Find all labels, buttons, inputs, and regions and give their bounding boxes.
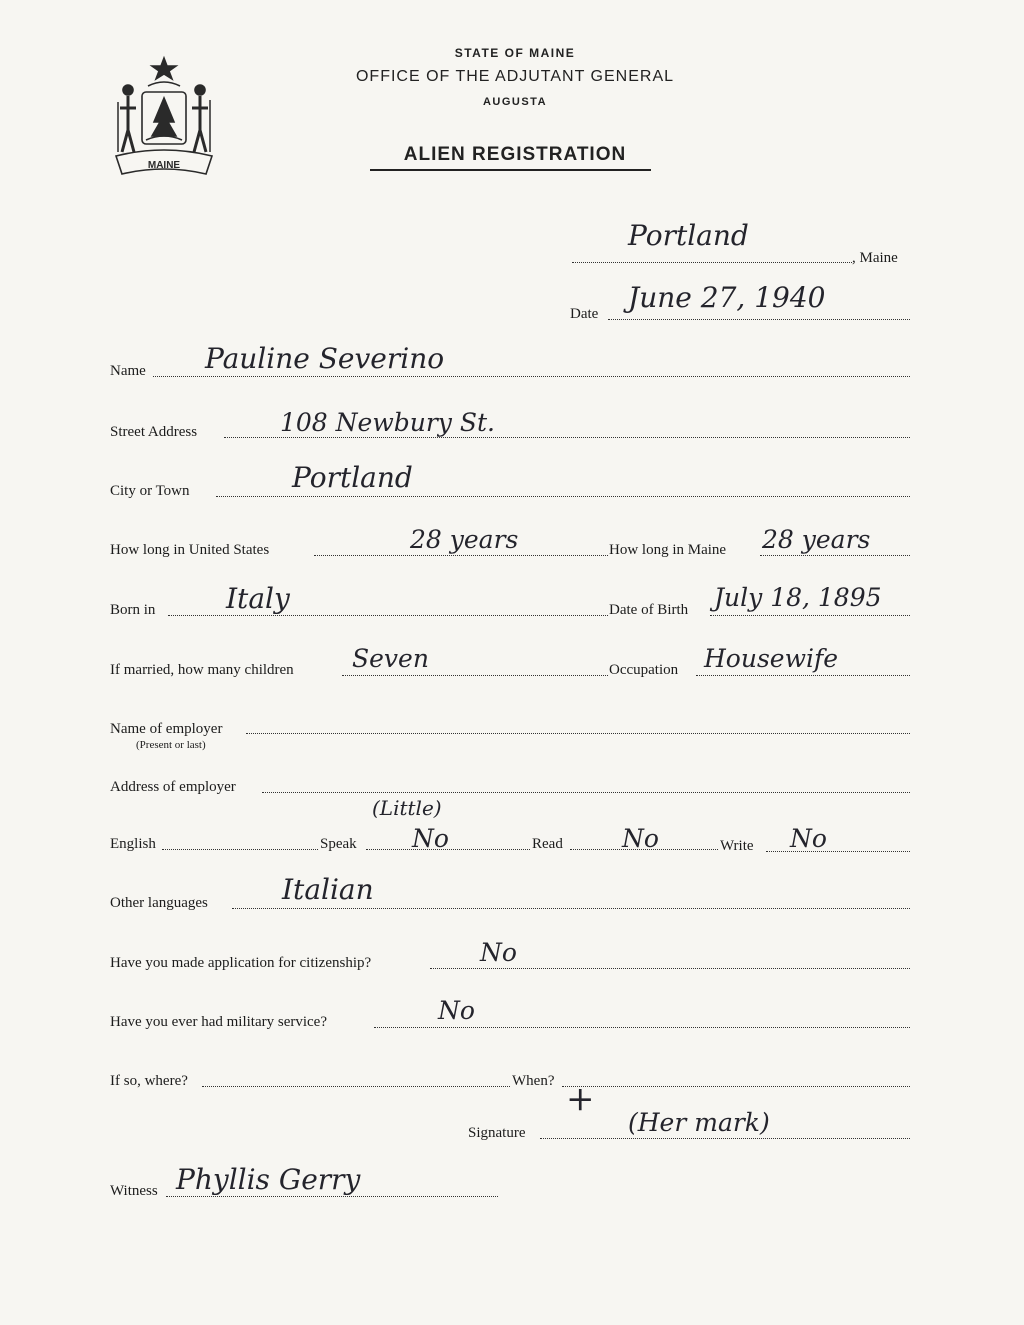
read-value[interactable]: No xyxy=(622,824,659,853)
read-label: Read xyxy=(532,836,563,852)
speak-label: Speak xyxy=(320,836,357,852)
name-value[interactable]: Pauline Severino xyxy=(205,342,445,375)
citizenship-value[interactable]: No xyxy=(480,938,517,967)
military-line xyxy=(374,1027,910,1028)
name-label: Name xyxy=(110,363,146,379)
employer-address-line[interactable] xyxy=(262,792,910,793)
if-so-where-label: If so, where? xyxy=(110,1073,188,1089)
how-long-maine-label: How long in Maine xyxy=(609,542,727,558)
witness-label: Witness xyxy=(110,1183,158,1199)
signature-line xyxy=(540,1138,910,1139)
when-line[interactable] xyxy=(562,1086,910,1087)
date-of-birth-line xyxy=(710,615,910,616)
signature-value[interactable]: (Her mark) xyxy=(628,1108,770,1137)
military-label: Have you ever had military service? xyxy=(110,1014,327,1030)
date-value[interactable]: June 27, 1940 xyxy=(628,281,826,314)
born-in-line xyxy=(168,615,608,616)
signature-label: Signature xyxy=(468,1125,526,1141)
office-heading: OFFICE OF THE ADJUTANT GENERAL xyxy=(355,68,675,85)
how-long-us-label: How long in United States xyxy=(110,542,270,558)
children-label: If married, how many children xyxy=(110,662,294,678)
occupation-line xyxy=(696,675,910,676)
children-line xyxy=(342,675,608,676)
signature-mark[interactable]: + xyxy=(566,1079,595,1119)
how-long-maine-line xyxy=(760,555,910,556)
form-title: ALIEN REGISTRATION xyxy=(403,144,627,165)
place-suffix: , Maine xyxy=(852,250,898,266)
military-value[interactable]: No xyxy=(438,996,475,1025)
date-of-birth-label: Date of Birth xyxy=(609,602,689,618)
place-value[interactable]: Portland xyxy=(628,219,749,252)
date-of-birth-value[interactable]: July 18, 1895 xyxy=(714,583,882,612)
street-address-line xyxy=(224,437,910,438)
employer-name-sublabel: (Present or last) xyxy=(136,739,206,751)
city-or-town-line xyxy=(216,496,910,497)
write-line xyxy=(766,851,910,852)
born-in-value[interactable]: Italy xyxy=(226,582,290,615)
children-value[interactable]: Seven xyxy=(352,644,429,673)
citizenship-line xyxy=(430,968,910,969)
employer-address-label: Address of employer xyxy=(110,779,236,795)
other-languages-label: Other languages xyxy=(110,895,208,911)
city-heading: AUGUSTA xyxy=(482,96,548,108)
name-line xyxy=(153,376,910,377)
english-line xyxy=(162,849,318,850)
place-line xyxy=(572,262,852,263)
employer-name-line[interactable] xyxy=(246,733,910,734)
other-languages-line xyxy=(232,908,910,909)
date-label: Date xyxy=(570,306,599,322)
if-so-where-line[interactable] xyxy=(202,1086,510,1087)
street-address-label: Street Address xyxy=(110,424,198,440)
occupation-label: Occupation xyxy=(609,662,679,678)
when-label: When? xyxy=(512,1073,555,1089)
citizenship-label: Have you made application for citizenship? xyxy=(110,955,372,971)
occupation-value[interactable]: Housewife xyxy=(704,644,839,673)
english-label: English xyxy=(110,836,156,852)
how-long-us-value[interactable]: 28 years xyxy=(410,525,519,554)
how-long-us-line xyxy=(314,555,608,556)
seal-caption: MAINE xyxy=(147,160,181,171)
city-or-town-value[interactable]: Portland xyxy=(292,461,413,494)
other-languages-value[interactable]: Italian xyxy=(282,873,374,906)
write-label: Write xyxy=(720,838,754,854)
speak-value[interactable]: No xyxy=(412,824,449,853)
speak-note: (Little) xyxy=(372,796,442,820)
date-line xyxy=(608,319,910,320)
state-heading: STATE OF MAINE xyxy=(454,46,576,60)
witness-line xyxy=(166,1196,498,1197)
street-address-value[interactable]: 108 Newbury St. xyxy=(280,408,495,437)
city-or-town-label: City or Town xyxy=(110,483,190,499)
title-underline xyxy=(370,169,651,171)
write-value[interactable]: No xyxy=(790,824,827,853)
maine-state-seal-icon xyxy=(108,52,220,184)
witness-value[interactable]: Phyllis Gerry xyxy=(176,1163,361,1196)
how-long-maine-value[interactable]: 28 years xyxy=(762,525,871,554)
employer-name-label: Name of employer xyxy=(110,721,223,737)
born-in-label: Born in xyxy=(110,602,156,618)
